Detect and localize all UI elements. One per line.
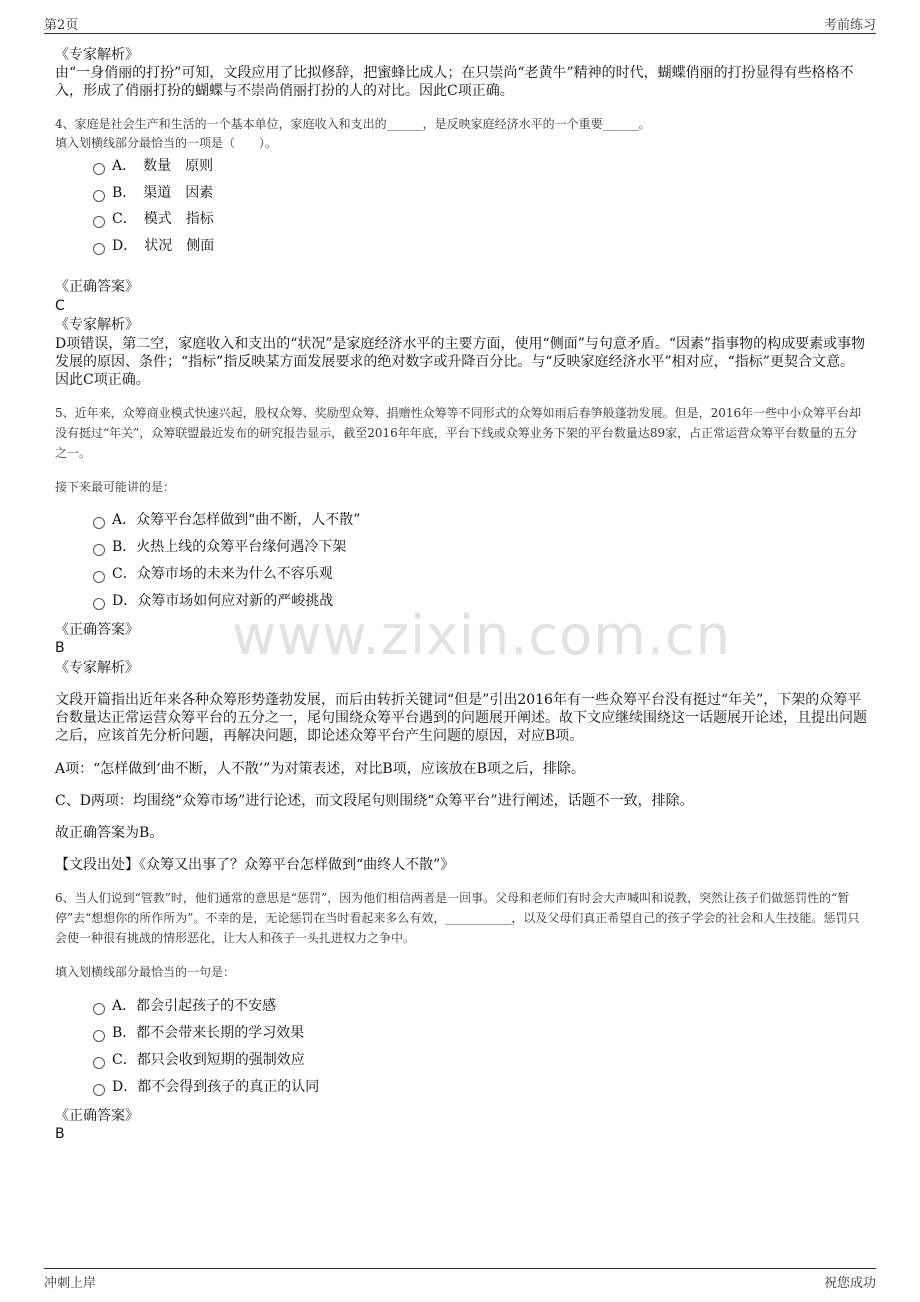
q5-expert-label: 《专家解析》: [55, 660, 139, 676]
radio-icon[interactable]: [93, 1003, 105, 1015]
q6-option-d[interactable]: D．都不会得到孩子的真正的认同: [93, 1077, 319, 1097]
radio-icon[interactable]: [93, 1030, 105, 1042]
q5-option-a[interactable]: A．众筹平台怎样做到“曲不断，人不散”: [93, 510, 360, 530]
radio-icon[interactable]: [93, 216, 105, 228]
q6-prompt: 填入划横线部分最恰当的一句是：: [55, 965, 236, 979]
q4-option-a[interactable]: A． 数量 原则: [93, 156, 213, 176]
radio-icon[interactable]: [93, 243, 105, 255]
q5-option-c[interactable]: C．众筹市场的未来为什么不容乐观: [93, 564, 333, 584]
page-number: 第2页: [44, 18, 79, 33]
radio-icon[interactable]: [93, 517, 105, 529]
radio-icon[interactable]: [93, 544, 105, 556]
q5-analysis-p4: 故正确答案为B。: [55, 825, 164, 841]
q6-answer: B: [55, 1126, 65, 1142]
page-footer: [44, 1272, 876, 1292]
footer-left: 冲刺上岸: [44, 1276, 97, 1291]
q4-prompt: 填入划横线部分最恰当的一项是（ ）。: [55, 136, 278, 150]
q5-option-b[interactable]: B．火热上线的众筹平台缘何遇冷下架: [93, 537, 346, 557]
q4-expert-label: 《专家解析》: [55, 317, 139, 333]
page-header: [44, 12, 876, 32]
radio-icon[interactable]: [93, 163, 105, 175]
q6-option-b[interactable]: B．都不会带来长期的学习效果: [93, 1023, 304, 1043]
q4-answer: C: [55, 298, 65, 314]
q4-answer-label: 《正确答案》: [55, 279, 139, 295]
q4-stem: 4、家庭是社会生产和生活的一个基本单位，家庭收入和支出的______，是反映家庭经济水平的一个重要______。: [55, 117, 651, 131]
footer-rule: [44, 1268, 876, 1269]
watermark: www.zixin.com.cn: [232, 604, 731, 667]
q3-expert-label: 《专家解析》: [55, 47, 139, 63]
q6-answer-label: 《正确答案》: [55, 1108, 139, 1124]
radio-icon[interactable]: [93, 1084, 105, 1096]
q3-analysis: 由“一身俏丽的打扮”可知，文段应用了比拟修辞，把蜜蜂比成人；在只崇尚“老黄牛”精神的时代，蝴蝶俏丽的打扮显得有些格格不入，形成了俏丽打扮的蝴蝶与不崇尚俏丽打扮的人的对比。因此C项正确。: [55, 65, 854, 99]
radio-icon[interactable]: [93, 190, 105, 202]
radio-icon[interactable]: [93, 598, 105, 610]
q5-stem: 5、近年来，众筹商业模式快速兴起，股权众筹、奖励型众筹、捐赠性众筹等不同形式的众筹如雨后春笋般蓬勃发展。但是，2016年一些中小众筹平台却没有挺过“年关”，众筹联盟最近发布的研究报告显示，截至2016年年底，平台下线或众筹业务下架的平台数量达89家，占正常运营众筹平台数量的五分之一。: [55, 406, 862, 460]
q4-option-b[interactable]: B． 渠道 因素: [93, 183, 213, 203]
q5-analysis-p3: C、D两项：均围绕“众筹市场”进行论述，而文段尾句则围绕“众筹平台”进行阐述，话题不一致，排除。: [55, 793, 694, 809]
header-title: 考前练习: [823, 18, 876, 33]
header-rule: [44, 33, 876, 34]
footer-right: 祝您成功: [823, 1276, 876, 1291]
q5-source: 【文段出处】《众筹又出事了？众筹平台怎样做到“曲终人不散”》: [55, 857, 455, 873]
q5-analysis-p1: 文段开篇指出近年来各种众筹形势蓬勃发展，而后由转折关键词“但是”引出2016年有一些众筹平台没有挺过“年关”，下架的众筹平台数量达正常运营众筹平台的五分之一，尾句围绕众筹平台遇到的问题展开阐述。故下文应继续围绕这一话题展开论述，且提出问题之后，应该首先分析问题，再解决问题，即论述众筹平台产生问题的原因，对应B项。: [55, 692, 867, 744]
q6-stem: 6、当人们说到“管教”时，他们通常的意思是“惩罚”，因为他们相信两者是一回事。父母和老师们有时会大声喊叫和说教，突然让孩子们做惩罚性的“暂停”去“想想你的所作所为”。不幸的是，无论惩罚在当时看起来多么有效，___________，以及父母们真正希望自己的孩子学会的社会和人生技能。惩罚只会使一种很有挑战的情形恶化，让大人和孩子一头扎进权力之争中。: [55, 891, 860, 945]
q4-option-c[interactable]: C． 模式 指标: [93, 209, 214, 229]
q4-analysis: D项错误，第二空，家庭收入和支出的“状况”是家庭经济水平的主要方面，使用“侧面”与句意矛盾。“因素”指事物的构成要素或事物发展的原因、条件；“指标”指反映某方面发展要求的绝对数字或升降百分比。与“反映家庭经济水平”相对应，“指标”更契合文意。因此C项正确。: [55, 336, 866, 388]
q5-prompt: 接下来最可能讲的是：: [55, 480, 176, 494]
q5-option-d[interactable]: D．众筹市场如何应对新的严峻挑战: [93, 591, 333, 611]
radio-icon[interactable]: [93, 571, 105, 583]
q5-answer: B: [55, 640, 65, 656]
q6-option-c[interactable]: C．都只会收到短期的强制效应: [93, 1050, 305, 1070]
q4-option-d[interactable]: D． 状况 侧面: [93, 236, 214, 256]
radio-icon[interactable]: [93, 1057, 105, 1069]
q5-answer-label: 《正确答案》: [55, 622, 139, 638]
q5-analysis-p2: A项：“怎样做到‘曲不断，人不散’”为对策表述，对比B项，应该放在B项之后，排除。: [55, 761, 585, 777]
q6-option-a[interactable]: A．都会引起孩子的不安感: [93, 996, 276, 1016]
